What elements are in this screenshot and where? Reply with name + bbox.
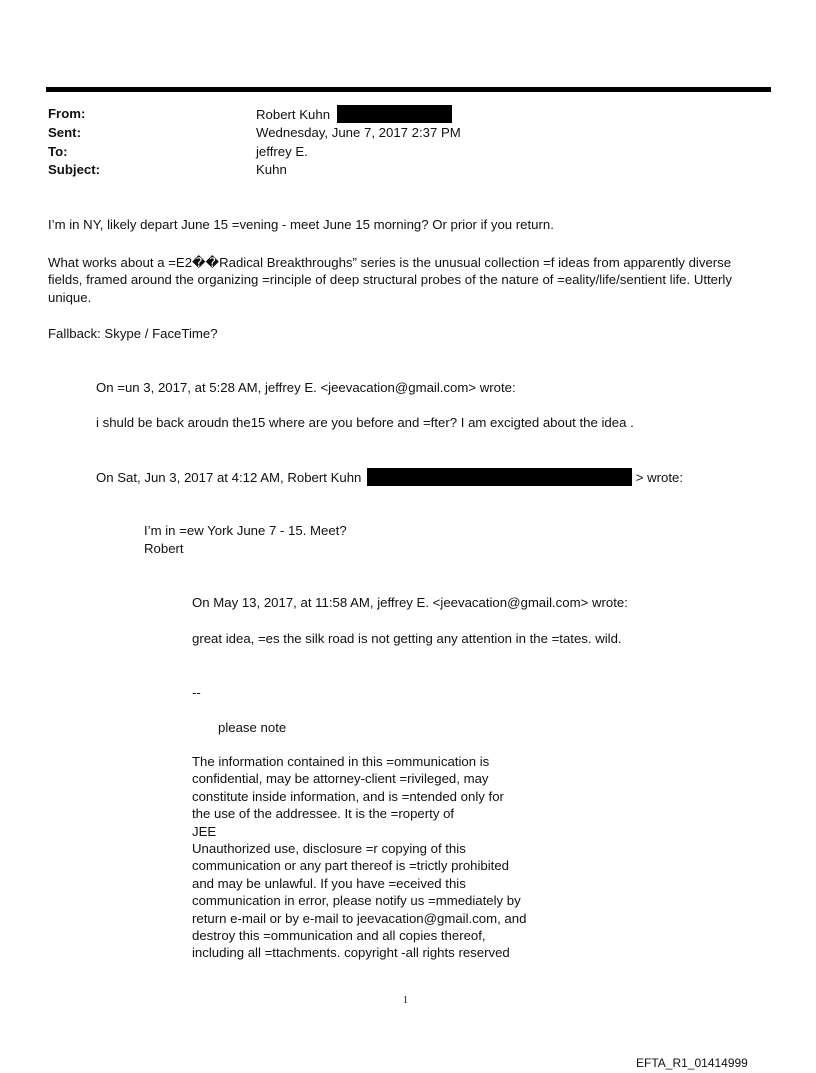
disclaimer-line: communication or any part thereof is =trictly prohibited: [192, 858, 510, 874]
quote2-header-start: On Sat, Jun 3, 2017 at 4:12 AM, Robert Kuhn: [96, 470, 362, 485]
disclaimer-block: [192, 753, 552, 962]
disclaimer-line: confidential, may be attorney-client =rivileged, may: [192, 771, 489, 787]
please-note: please note: [218, 720, 287, 735]
disclaimer-line: destroy this =ommunication and all copies thereof,: [192, 928, 486, 944]
subject-row: [48, 161, 287, 179]
disclaimer-line: return e-mail or by e-mail to jeevacation@gmail.com, and: [192, 910, 527, 926]
body-para-2-line-2: fields, framed around the organizing =rinciple of deep structural probes of the nature of =eality/life/sentient life. Utterly: [48, 272, 732, 287]
sent-label: Sent:: [48, 125, 81, 140]
disclaimer-line: and may be unlawful. If you have =eceived this: [192, 875, 466, 891]
body-para-2-line-3: unique.: [48, 290, 92, 305]
sent-value: Wednesday, June 7, 2017 2:37 PM: [256, 125, 461, 140]
disclaimer-line: the use of the addressee. It is the =roperty of: [192, 806, 455, 822]
sent-row: [48, 124, 461, 142]
redaction-box: [337, 105, 452, 123]
body-para-2-line-1: What works about a =E2��Radical Breakthroughs” series is the unusual collection =f ideas from apparently diverse: [48, 255, 732, 270]
body-line-1: I’m in NY, likely depart June 15 =vening - meet June 15 morning? Or prior if you return.: [48, 217, 554, 232]
to-label: To:: [48, 144, 68, 159]
quote2-header-end: > wrote:: [635, 470, 684, 485]
redaction-box: [367, 468, 632, 486]
quote3-header: On May 13, 2017, at 11:58 AM, jeffrey E. <jeevacation@gmail.com> wrote:: [192, 595, 628, 610]
document-id: EFTA_R1_01414999: [636, 1056, 748, 1070]
quote2-line-1: I’m in =ew York June 7 - 15. Meet?: [144, 523, 347, 538]
from-label: From:: [48, 106, 86, 121]
quote1-text: i shuld be back aroudn the15 where are you before and =fter? I am excigted about the idea .: [96, 415, 634, 430]
disclaimer-line: The information contained in this =ommunication is: [192, 754, 490, 769]
disclaimer-line: Unauthorized use, disclosure =r copying of this: [192, 841, 466, 857]
to-row: [48, 143, 308, 161]
disclaimer-line: constitute inside information, and is =ntended only for: [192, 788, 504, 804]
subject-label: Subject:: [48, 162, 101, 177]
signature-separator: --: [192, 685, 201, 700]
disclaimer-line: communication in error, please notify us =mmediately by: [192, 893, 521, 909]
quote1-header: On =un 3, 2017, at 5:28 AM, jeffrey E. <jeevacation@gmail.com> wrote:: [96, 380, 516, 395]
page-number: 1: [403, 995, 408, 1006]
body-fallback: Fallback: Skype / FaceTime?: [48, 326, 218, 341]
quote2-line-2: Robert: [144, 541, 184, 556]
disclaimer-line: including all =ttachments. copyright -all rights reserved: [192, 945, 510, 961]
subject-value: Kuhn: [256, 162, 287, 177]
header-divider: [46, 87, 771, 92]
quote2-header: [96, 468, 683, 487]
from-value: Robert Kuhn: [256, 107, 331, 122]
from-row: [48, 105, 331, 123]
disclaimer-line: JEE: [192, 823, 217, 839]
quote3-text: great idea, =es the silk road is not getting any attention in the =tates. wild.: [192, 631, 622, 646]
to-value: jeffrey E.: [256, 144, 308, 159]
